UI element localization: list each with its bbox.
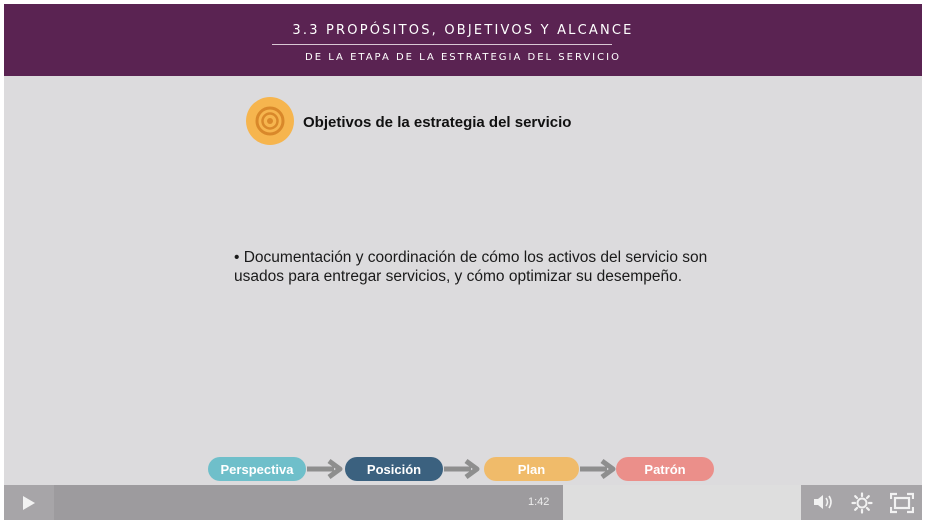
player-controls xyxy=(4,485,922,520)
header-title-line1: 3.3 PROPÓSITOS, OBJETIVOS Y ALCANCE xyxy=(292,23,634,38)
progress-played[interactable] xyxy=(54,485,563,520)
play-button[interactable] xyxy=(4,485,54,520)
target-icon xyxy=(246,97,294,145)
bullet-text: • Documentación y coordinación de cómo los activos del servicio son usados para entregar servicios, y cómo optimizar su desempeño. xyxy=(234,249,708,285)
arrow-icon xyxy=(444,459,482,479)
arrow-icon xyxy=(307,459,345,479)
step-plan: Plan xyxy=(484,457,579,481)
header-divider xyxy=(272,44,612,45)
volume-icon[interactable] xyxy=(812,492,836,512)
progress-bar[interactable] xyxy=(563,485,801,520)
strategy-flow xyxy=(208,457,718,483)
header-title-line2: DE LA ETAPA DE LA ESTRATEGIA DEL SERVICIO xyxy=(305,52,621,63)
section-title: Objetivos de la estrategia del servicio xyxy=(303,114,572,131)
arrow-icon xyxy=(580,459,618,479)
step-patron: Patrón xyxy=(616,457,714,481)
settings-icon[interactable] xyxy=(851,492,873,514)
step-perspectiva: Perspectiva xyxy=(208,457,306,481)
time-display: 1:42 xyxy=(528,496,550,508)
fullscreen-icon[interactable] xyxy=(890,492,914,514)
play-icon xyxy=(22,495,36,511)
slide-header xyxy=(4,4,922,76)
video-frame xyxy=(4,4,922,520)
step-posicion: Posición xyxy=(345,457,443,481)
